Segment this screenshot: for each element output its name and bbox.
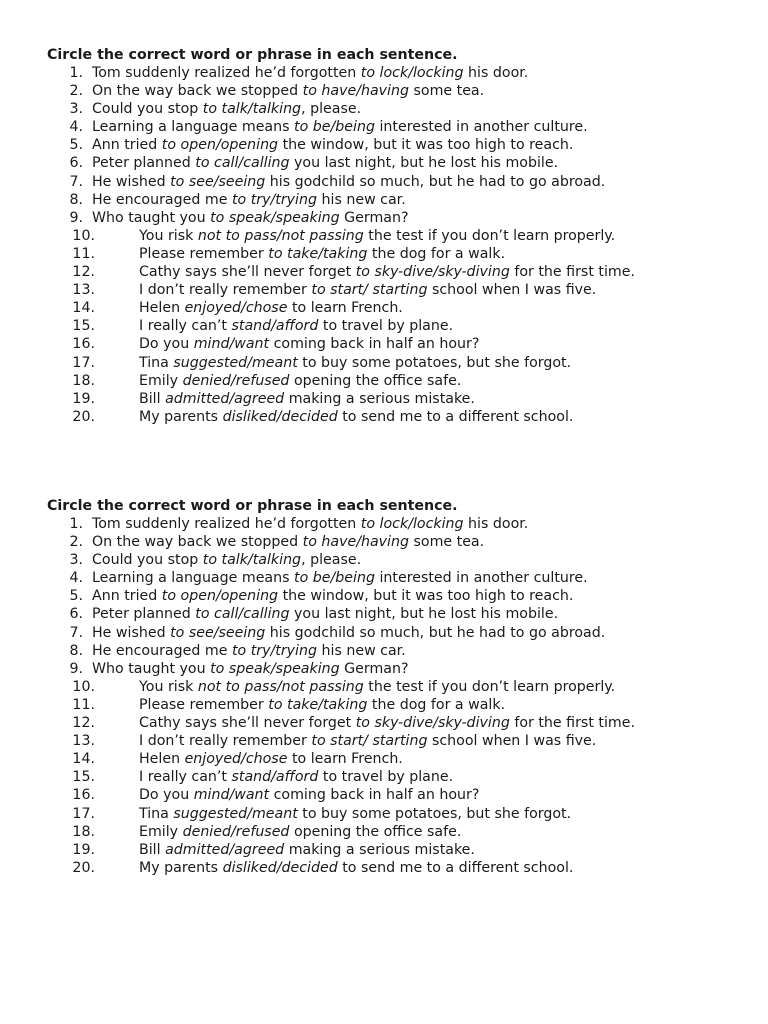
- sentence-end: German?: [339, 209, 409, 226]
- sentence-start: Do you: [139, 787, 194, 804]
- item-number: 15.: [72, 769, 95, 786]
- sentence-end: some tea.: [409, 83, 485, 100]
- sentence-end: interested in another culture.: [374, 119, 588, 136]
- sentence-end: to travel by plane.: [318, 769, 454, 786]
- sentence-end: opening the office safe.: [289, 372, 462, 389]
- sentence-item: [47, 136, 747, 154]
- sentence-start: I really can’t: [139, 769, 232, 786]
- sentence-list: [47, 515, 747, 877]
- sentence-text: [139, 408, 573, 426]
- sentence-end: coming back in half an hour?: [269, 336, 480, 353]
- answer-options[interactable]: disliked/decided: [222, 859, 338, 876]
- sentence-end: you last night, but he lost his mobile.: [289, 606, 559, 623]
- sentence-item: [47, 173, 747, 191]
- sentence-item: [47, 209, 747, 227]
- sentence-end: his new car.: [317, 642, 406, 659]
- sentence-end: school when I was five.: [427, 733, 597, 750]
- sentence-end: making a serious mistake.: [284, 841, 475, 858]
- sentence-text: [139, 750, 403, 768]
- sentence-end: his godchild so much, but he had to go abroad.: [265, 624, 606, 641]
- sentence-start: Emily: [139, 372, 183, 389]
- sentence-item: [47, 82, 747, 100]
- sentence-start: I really can’t: [139, 318, 232, 335]
- sentence-start: Tom suddenly realized he’d forgotten: [92, 65, 361, 81]
- item-number: 15.: [72, 318, 95, 335]
- answer-options[interactable]: suggested/meant: [173, 805, 298, 822]
- sentence-text: [92, 82, 484, 100]
- sentence-start: I don’t really remember: [139, 282, 312, 299]
- sentence-text: [139, 354, 571, 372]
- sentence-text: [92, 209, 409, 227]
- sentence-start: Cathy says she’ll never forget: [139, 715, 356, 732]
- sentence-end: to send me to a different school.: [337, 408, 574, 425]
- sentence-item: [47, 696, 747, 714]
- answer-options[interactable]: to sky-dive/sky-diving: [355, 715, 510, 732]
- item-number: 20.: [72, 859, 95, 876]
- sentence-end: coming back in half an hour?: [269, 787, 480, 804]
- sentence-text: [92, 660, 409, 678]
- sentence-item: [47, 263, 747, 281]
- sentence-item: [47, 533, 747, 551]
- sentence-start: Who taught you: [92, 209, 211, 226]
- sentence-end: for the first time.: [509, 264, 635, 281]
- sentence-text: [92, 118, 588, 136]
- answer-options[interactable]: to start/ starting: [311, 282, 428, 299]
- sentence-item: [47, 245, 747, 263]
- item-number: 14.: [72, 751, 95, 768]
- sentence-end: the test if you don’t learn properly.: [363, 678, 616, 695]
- item-number: 8.: [69, 191, 83, 208]
- sentence-start: You risk: [139, 227, 198, 244]
- item-number: 8.: [69, 642, 83, 659]
- item-number: 12.: [72, 715, 95, 732]
- sentence-end: the test if you don’t learn properly.: [363, 227, 616, 244]
- sentence-item: [47, 335, 747, 353]
- exercise-heading: Circle the correct word or phrase in each sentence.: [47, 47, 458, 63]
- exercise-heading: Circle the correct word or phrase in each sentence.: [47, 498, 458, 514]
- sentence-start: On the way back we stopped: [92, 534, 303, 551]
- sentence-end: school when I was five.: [427, 282, 597, 299]
- answer-options[interactable]: denied/refused: [182, 372, 290, 389]
- item-number: 19.: [72, 390, 95, 407]
- item-number: 12.: [72, 264, 95, 281]
- answer-options[interactable]: to see/seeing: [170, 624, 266, 641]
- answer-options[interactable]: enjoyed/chose: [184, 751, 288, 768]
- sentence-text: [139, 859, 573, 877]
- item-number: 4.: [69, 119, 83, 136]
- answer-options[interactable]: not to pass/not passing: [197, 227, 364, 244]
- item-number: 10.: [72, 227, 95, 244]
- sentence-start: My parents: [139, 408, 223, 425]
- item-number: 18.: [72, 823, 95, 840]
- answer-options[interactable]: not to pass/not passing: [197, 678, 364, 695]
- sentence-item: [47, 64, 747, 82]
- sentence-text: [139, 823, 461, 841]
- sentence-text: [92, 605, 558, 623]
- sentence-text: [139, 805, 571, 823]
- item-number: 18.: [72, 372, 95, 389]
- sentence-text: [92, 533, 484, 551]
- sentence-start: Do you: [139, 336, 194, 353]
- sentence-item: [47, 823, 747, 841]
- answer-options[interactable]: disliked/decided: [222, 408, 338, 425]
- sentence-item: [47, 390, 747, 408]
- item-number: 1.: [69, 65, 83, 81]
- sentence-start: On the way back we stopped: [92, 83, 303, 100]
- sentence-text: [92, 136, 573, 154]
- sentence-text: [139, 335, 479, 353]
- sentence-item: [47, 372, 747, 390]
- sentence-text: [139, 390, 475, 408]
- sentence-text: [92, 173, 605, 191]
- sentence-start: Please remember: [139, 245, 269, 262]
- sentence-item: [47, 569, 747, 587]
- sentence-end: some tea.: [409, 534, 485, 551]
- sentence-end: to send me to a different school.: [337, 859, 574, 876]
- answer-options[interactable]: to start/ starting: [311, 733, 428, 750]
- sentence-start: He wished: [92, 173, 171, 190]
- sentence-text: [92, 642, 406, 660]
- sentence-text: [139, 732, 596, 750]
- sentence-start: You risk: [139, 678, 198, 695]
- sentence-start: He encouraged me: [92, 642, 232, 659]
- answer-options[interactable]: admitted/agreed: [165, 841, 285, 858]
- sentence-item: [47, 624, 747, 642]
- sentence-end: for the first time.: [509, 715, 635, 732]
- sentence-start: Helen: [139, 300, 185, 317]
- sentence-item: [47, 281, 747, 299]
- answer-options[interactable]: to take/taking: [268, 696, 368, 713]
- item-number: 7.: [69, 173, 83, 190]
- sentence-text: [139, 786, 479, 804]
- answer-options[interactable]: to take/taking: [268, 245, 368, 262]
- item-number: 11.: [72, 696, 95, 713]
- sentence-text: [139, 227, 615, 245]
- sentence-item: [47, 587, 747, 605]
- answer-options[interactable]: to see/seeing: [170, 173, 266, 190]
- item-number: 3.: [69, 101, 83, 118]
- item-number: 2.: [69, 534, 83, 551]
- item-number: 3.: [69, 552, 83, 569]
- item-number: 2.: [69, 83, 83, 100]
- sentence-end: his door.: [463, 65, 529, 81]
- item-number: 10.: [72, 678, 95, 695]
- item-number: 7.: [69, 624, 83, 641]
- item-number: 9.: [69, 209, 83, 226]
- sentence-item: [47, 678, 747, 696]
- sentence-item: [47, 118, 747, 136]
- item-number: 16.: [72, 787, 95, 804]
- sentence-item: [47, 299, 747, 317]
- sentence-end: interested in another culture.: [374, 570, 588, 587]
- answer-options[interactable]: to be/being: [294, 119, 375, 136]
- sentence-start: Emily: [139, 823, 183, 840]
- sentence-text: [139, 281, 596, 299]
- sentence-end: making a serious mistake.: [284, 390, 475, 407]
- item-number: 4.: [69, 570, 83, 587]
- sentence-start: Learning a language means: [92, 570, 295, 587]
- sentence-text: [139, 841, 475, 859]
- item-number: 6.: [69, 606, 83, 623]
- sentence-item: [47, 317, 747, 335]
- sentence-item: [47, 732, 747, 750]
- sentence-item: [47, 642, 747, 660]
- sentence-start: Peter planned: [92, 155, 196, 172]
- sentence-start: Cathy says she’ll never forget: [139, 264, 356, 281]
- sentence-item: [47, 515, 747, 533]
- answer-options[interactable]: to talk/talking: [202, 101, 302, 118]
- item-number: 11.: [72, 245, 95, 262]
- answer-options[interactable]: to call/calling: [195, 606, 290, 623]
- exercise-block-2: [47, 497, 747, 877]
- sentence-text: [139, 696, 505, 714]
- sentence-item: [47, 714, 747, 732]
- answer-options[interactable]: to call/calling: [195, 155, 290, 172]
- answer-options[interactable]: to lock/locking: [360, 65, 464, 81]
- sentence-list: [47, 64, 747, 426]
- answer-options[interactable]: to try/trying: [231, 642, 317, 659]
- sentence-text: [92, 191, 406, 209]
- answer-options[interactable]: to try/trying: [231, 191, 317, 208]
- sentence-text: [139, 317, 453, 335]
- sentence-text: [92, 64, 528, 82]
- sentence-item: [47, 805, 747, 823]
- sentence-text: [139, 714, 635, 732]
- item-number: 19.: [72, 841, 95, 858]
- answer-options[interactable]: to have/having: [302, 534, 409, 551]
- sentence-end: to learn French.: [287, 751, 403, 768]
- sentence-start: Ann tried: [92, 137, 162, 154]
- item-number: 6.: [69, 155, 83, 172]
- sentence-end: to learn French.: [287, 300, 403, 317]
- sentence-end: the window, but it was too high to reach.: [278, 137, 574, 154]
- sentence-text: [92, 569, 588, 587]
- sentence-text: [139, 372, 461, 390]
- item-number: 14.: [72, 300, 95, 317]
- sentence-start: Could you stop: [92, 101, 203, 118]
- sentence-start: Peter planned: [92, 606, 196, 623]
- answer-options[interactable]: to open/opening: [161, 588, 279, 605]
- item-number: 5.: [69, 137, 83, 154]
- sentence-end: to buy some potatoes, but she forgot.: [297, 805, 572, 822]
- exercise-block-1: [47, 46, 747, 426]
- item-number: 5.: [69, 588, 83, 605]
- sentence-text: [139, 768, 453, 786]
- sentence-item: [47, 408, 747, 426]
- sentence-start: Bill: [139, 390, 166, 407]
- answer-options[interactable]: to be/being: [294, 570, 375, 587]
- sentence-item: [47, 660, 747, 678]
- sentence-text: [92, 624, 605, 642]
- answer-options[interactable]: to sky-dive/sky-diving: [355, 264, 510, 281]
- answer-options[interactable]: denied/refused: [182, 823, 290, 840]
- sentence-start: Ann tried: [92, 588, 162, 605]
- sentence-start: He wished: [92, 624, 171, 641]
- sentence-text: [139, 263, 635, 281]
- sentence-text: [92, 154, 558, 172]
- sentence-end: his door.: [463, 516, 529, 532]
- sentence-item: [47, 154, 747, 172]
- item-number: 9.: [69, 660, 83, 677]
- sentence-start: Tina: [139, 354, 174, 371]
- answer-options[interactable]: to talk/talking: [202, 552, 302, 569]
- sentence-start: Learning a language means: [92, 119, 295, 136]
- sentence-end: the dog for a walk.: [367, 245, 506, 262]
- sentence-text: [139, 245, 505, 263]
- sentence-text: [92, 100, 361, 118]
- sentence-start: Tina: [139, 805, 174, 822]
- sentence-item: [47, 750, 747, 768]
- sentence-start: Tom suddenly realized he’d forgotten: [92, 516, 361, 532]
- sentence-text: [92, 515, 528, 533]
- sentence-item: [47, 551, 747, 569]
- answer-options[interactable]: enjoyed/chose: [184, 300, 288, 317]
- sentence-end: the window, but it was too high to reach.: [278, 588, 574, 605]
- sentence-text: [92, 551, 361, 569]
- answer-options[interactable]: mind/want: [193, 787, 270, 804]
- sentence-start: My parents: [139, 859, 223, 876]
- item-number: 13.: [72, 282, 95, 299]
- item-number: 13.: [72, 733, 95, 750]
- answer-options[interactable]: admitted/agreed: [165, 390, 285, 407]
- item-number: 1.: [69, 516, 83, 532]
- item-number: 16.: [72, 336, 95, 353]
- sentence-end: , please.: [301, 101, 362, 118]
- answer-options[interactable]: to speak/speaking: [210, 209, 340, 226]
- sentence-item: [47, 191, 747, 209]
- sentence-end: German?: [339, 660, 409, 677]
- sentence-start: Please remember: [139, 696, 269, 713]
- answer-options[interactable]: mind/want: [193, 336, 270, 353]
- answer-options[interactable]: stand/afford: [231, 769, 319, 786]
- answer-options[interactable]: suggested/meant: [173, 354, 298, 371]
- sentence-text: [139, 678, 615, 696]
- sentence-item: [47, 605, 747, 623]
- sentence-item: [47, 100, 747, 118]
- sentence-start: Who taught you: [92, 660, 211, 677]
- sentence-end: his new car.: [317, 191, 406, 208]
- sentence-start: He encouraged me: [92, 191, 232, 208]
- item-number: 20.: [72, 408, 95, 425]
- sentence-end: opening the office safe.: [289, 823, 462, 840]
- sentence-start: Could you stop: [92, 552, 203, 569]
- sentence-end: to travel by plane.: [318, 318, 454, 335]
- sentence-end: you last night, but he lost his mobile.: [289, 155, 559, 172]
- answer-options[interactable]: to speak/speaking: [210, 660, 340, 677]
- answer-options[interactable]: to have/having: [302, 83, 409, 100]
- item-number: 17.: [72, 805, 95, 822]
- answer-options[interactable]: to open/opening: [161, 137, 279, 154]
- sentence-end: his godchild so much, but he had to go abroad.: [265, 173, 606, 190]
- sentence-item: [47, 786, 747, 804]
- sentence-item: [47, 859, 747, 877]
- sentence-text: [139, 299, 403, 317]
- sentence-text: [92, 587, 573, 605]
- sentence-item: [47, 768, 747, 786]
- item-number: 17.: [72, 354, 95, 371]
- sentence-item: [47, 841, 747, 859]
- answer-options[interactable]: to lock/locking: [360, 516, 464, 532]
- sentence-start: Helen: [139, 751, 185, 768]
- sentence-start: Bill: [139, 841, 166, 858]
- sentence-end: the dog for a walk.: [367, 696, 506, 713]
- sentence-end: , please.: [301, 552, 362, 569]
- answer-options[interactable]: stand/afford: [231, 318, 319, 335]
- sentence-start: I don’t really remember: [139, 733, 312, 750]
- sentence-item: [47, 354, 747, 372]
- sentence-end: to buy some potatoes, but she forgot.: [297, 354, 572, 371]
- sentence-item: [47, 227, 747, 245]
